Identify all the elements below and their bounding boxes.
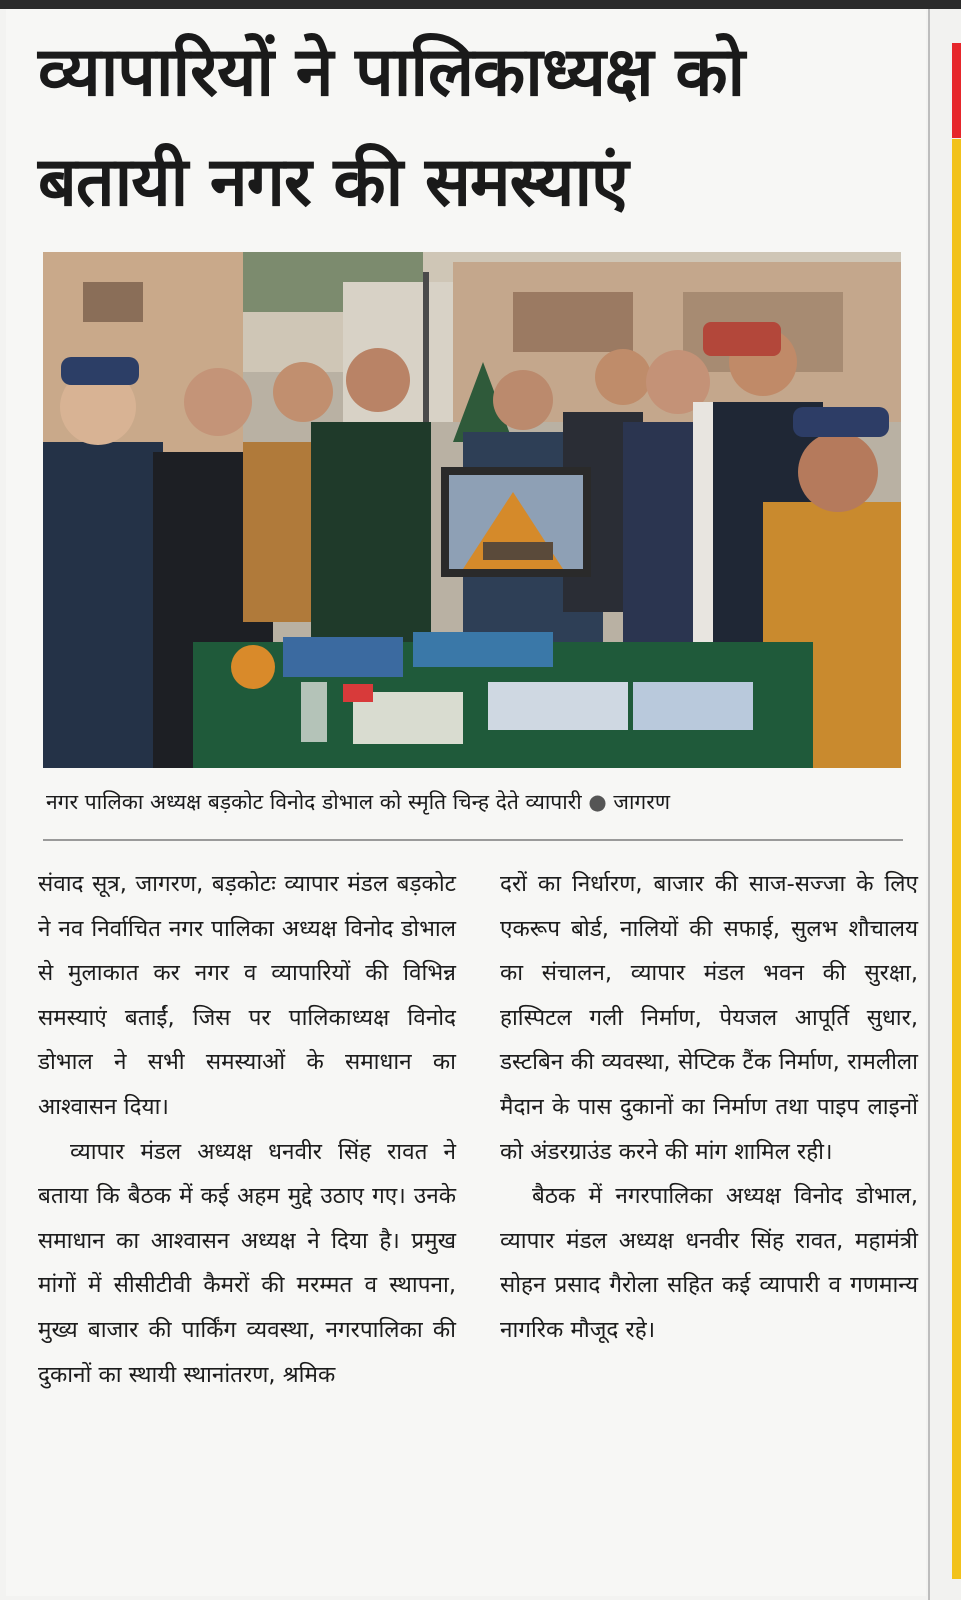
news-photo [43, 252, 901, 768]
headline-line-2: बतायी नगर की समस्याएं [38, 143, 628, 222]
headline [38, 18, 898, 238]
article-column-right [500, 862, 918, 1353]
red-ad-strip [952, 43, 961, 138]
photo-caption [46, 788, 906, 816]
caption-text: नगर पालिका अध्यक्ष बड़कोट विनोद डोभाल को स्मृति चिन्ह देते व्यापारी [46, 790, 582, 814]
top-bar [0, 0, 961, 9]
headline-line-1: व्यापारियों ने पालिकाध्यक्ष को [38, 33, 745, 112]
caption-divider [43, 839, 903, 841]
yellow-ad-strip [952, 139, 961, 1579]
article-paragraph: दरों का निर्धारण, बाजार की साज-सज्जा के लिए एकरूप बोर्ड, नालियों की सफाई, सुलभ शौचालय का संचालन, व्यापार मंडल भवन की सुरक्षा, हास्पिटल गली निर्माण, पेयजल आपूर्ति सुधार, डस्टबिन की व्यवस्था, सेप्टिक टैंक निर्माण, रामलीला मैदान के पास दुकानों का निर्माण तथा पाइप लाइनों को अंडरग्राउंड करने की मांग शामिल रही। [500, 871, 918, 1165]
article-paragraph: बैठक में नगरपालिका अध्यक्ष विनोद डोभाल, व्यापार मंडल अध्यक्ष धनवीर सिंह रावत, महामंत्री सोहन प्रसाद गैरोला सहित कई व्यापारी व गणमान्य नागरिक मौजूद रहे। [500, 1183, 918, 1343]
adjacent-column-strip [928, 9, 961, 1600]
bullet-dot-icon: ● [588, 790, 607, 814]
article-paragraph: संवाद सूत्र, जागरण, बड़कोटः व्यापार मंडल बड़कोट ने नव निर्वाचित नगर पालिका अध्यक्ष विनोद डोभाल से मुलाकात कर नगर व व्यापारियों की विभिन्न समस्याएं बताईं, जिस पर पालिकाध्यक्ष विनोद डोभाल ने सभी समस्याओं के समाधान का आश्वासन दिया। [38, 871, 456, 1120]
caption-credit: जागरण [613, 790, 671, 814]
article-paragraph: व्यापार मंडल अध्यक्ष धनवीर सिंह रावत ने बताया कि बैठक में कई अहम मुद्दे उठाए गए। उनके समाधान का आश्वासन अध्यक्ष ने दिया है। प्रमुख मांगों में सीसीटीवी कैमरों की मरम्मत व स्थापना, मुख्य बाजार की पार्किंग व्यवस्था, नगरपालिका की दुकानों का स्थायी स्थानांतरण, श्रमिक [38, 1138, 456, 1388]
article-column-left [38, 862, 456, 1397]
